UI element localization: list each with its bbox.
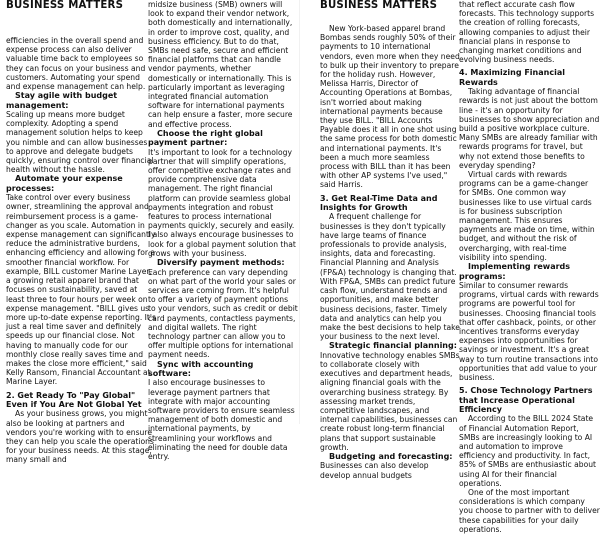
page-title: BUSINESS MATTERS <box>320 0 438 11</box>
paragraph: As your business grows, you might also be looking at partners and vendors you're working with to ensure they can help you scale the operations for your business needs. At this stage, many small and <box>6 409 154 465</box>
paragraph: A frequent challenge for businesses is they don't typically have large teams of finance professionals to provide analysis, insights, data and forecasting. Financial Planning and Analysis (FP&A) technology is changing that. With FP&A, SMBs can predict future cash flow, understand trends and opportunities, and make better business decisions, faster. Timely data and analytics can help you make the best decisions to help take your business to the next level. <box>320 212 460 342</box>
section-heading: 2. Get Ready To "Pay Global" Even if You Are Not Global Yet <box>6 390 142 409</box>
paragraph: that reflect accurate cash flow forecasts. This technology supports the creation of rolling forecasts, allowing companies to adjust their financial plans in response to changing market conditions and evolving business needs. <box>459 0 595 65</box>
paragraph: Virtual cards with rewards programs can be a game-changer for SMBs. One common way businesses like to use virtual cards is for business subscription management. This ensures payments are made on time, within budget, and without the risk of overcharging, with real-time visibility into spending. <box>459 170 595 262</box>
paragraph: Businesses can also develop develop annual budgets <box>320 461 429 480</box>
paragraph: Similar to consumer rewards programs, virtual cards with rewards programs are powerful tool for businesses. Choosing financial tools that offer cashback, points, or other incentives transforms everyday expenses into opportunities for savings or investment. It's a great way to turn routine transactions into opportunities that add value to your business. <box>459 280 599 382</box>
subheading: Choose the right global payment partner: <box>148 128 263 148</box>
left-page <box>0 0 300 465</box>
paragraph: Take control over every business owner, streamlining the approval and reimbursement process is a game-changer as you scale. Automation in expense management can significantly reduce the administrative burdens, enhancing efficiency and allowing for a smoother financial workflow. For example, BILL customer Marine Layer, a growing retail apparel brand that focuses on sustainability, saved at least three to four hours per week on expense management. "BILL gives us more up-to-date expense reporting. It's just a real time saver and definitely speeds up our financial close. Not having to manually code for our monthly close really saves time and makes the close more efficient," said Kelly Ransom, Financial Accountant at Marine Layer. <box>6 193 156 387</box>
section-heading: 5. Chose Technology Partners that Increase Operational Efficiency <box>459 386 593 414</box>
paragraph: According to the BILL 2024 State of Financial Automation Report, SMBs are increasingly looking to AI and automation to improve efficiency and productivity. In fact, 85% of SMBs are enthusiastic about using AI for their financial operations. <box>459 414 597 488</box>
paragraph: Taking advantage of financial rewards is not just about the bottom line - it's an opportunity for businesses to show appreciation and build a positive workplace culture. Many SMBs are already familiar with rewards programs for travel, but why not extend those benefits to everyday spending? <box>459 87 600 170</box>
section-heading: 3. Get Real-Time Data and Insights for Growth <box>320 193 438 213</box>
paragraph: One of the most important considerations is which company you choose to partner with to deliver these capabilities for your daily operations. <box>459 487 600 534</box>
left-page-column-1 <box>6 0 156 465</box>
page-title: BUSINESS MATTERS <box>6 0 124 11</box>
section-heading: 4. Maximizing Financial Rewards <box>459 68 565 87</box>
right-page-column-1 <box>320 0 460 480</box>
subheading: Stay agile with budget management: <box>6 91 118 110</box>
paragraph: I also encourage businesses to leverage payment partners that integrate with major accounting software providers to ensure seamless management of both domestic and international payments, by streamlining your workflows and eliminating the need for double data entry. <box>148 378 295 461</box>
left-page-column-2 <box>148 0 298 461</box>
subheading: Sync with accounting software: <box>148 359 254 378</box>
subheading: Strategic financial planning: <box>329 341 457 351</box>
paragraph: Each preference can vary depending on what part of the world your sales or services are coming from. It's helpful to offer a variety of payment options to your vendors, such as credit or debit card payments, contactless payments, and digital wallets. The right technology partner can allow you to offer multiple options for international payment needs. <box>148 267 298 360</box>
paragraph: New York-based apparel brand Bombas sends roughly 50% of their payments to 10 international vendors, even more when they need to bulk up their inventory to prepare for the holiday rush. However, Melissa Harris, Director of Accounting Operations at Bombas, isn't worried about making international payments because they use BILL. "BILL Accounts Payable does it all in one shot using the same process for both domestic and international payments. It's been a much more seamless process with BILL than it has been with other AP systems I've used," said Harris. <box>320 24 460 190</box>
subheading: Implementing rewards programs: <box>459 262 571 281</box>
paragraph: It's important to look for a technology partner that will simplify operations, offer competitive exchange rates and provide comprehensive data management. The right financial platform can provide seamless global payments integration and robust features to process international payments quickly, securely and easily. I also always encourage businesses to look for a global payment solution that grows with your business. <box>148 147 296 258</box>
subheading: Budgeting and forecasting: <box>329 451 453 461</box>
right-page <box>300 0 600 534</box>
paragraph: Scaling up means more budget complexity. Adopting a spend management solution helps to keep you nimble and can allow businesses to approve and delegate budgets quickly, ensuring control over financial health without the hassle. <box>6 110 154 175</box>
paragraph: efficiencies in the overall spend and expense process can also deliver valuable time back to employees so they can focus on your business and customers. Automating your spend and expense management can help. <box>6 36 146 92</box>
paragraph: midsize business (SMB) owners will look to expand their vendor network, both domestically and internationally, in order to improve cost, quality, and business efficiency. But to do that, SMBs need safe, secure and efficient financial platforms that can handle vendor payments, whether domestically or internationally. This is particularly important as leveraging integrated financial automation software for international payments can help ensure a faster, more secure and effective process. <box>148 0 293 129</box>
right-page-column-2 <box>459 0 600 534</box>
paragraph: Innovative technology enables SMBs to collaborate closely with executives and department heads, aligning financial goals with the overarching business strategy. By assessing market trends, competitive landscapes, and internal capabilities, businesses can create robust long-term financial plans that support sustainable growth. <box>320 350 460 452</box>
subheading: Diversify payment methods: <box>157 258 285 268</box>
subheading: Automate your expense processes: <box>6 174 123 193</box>
